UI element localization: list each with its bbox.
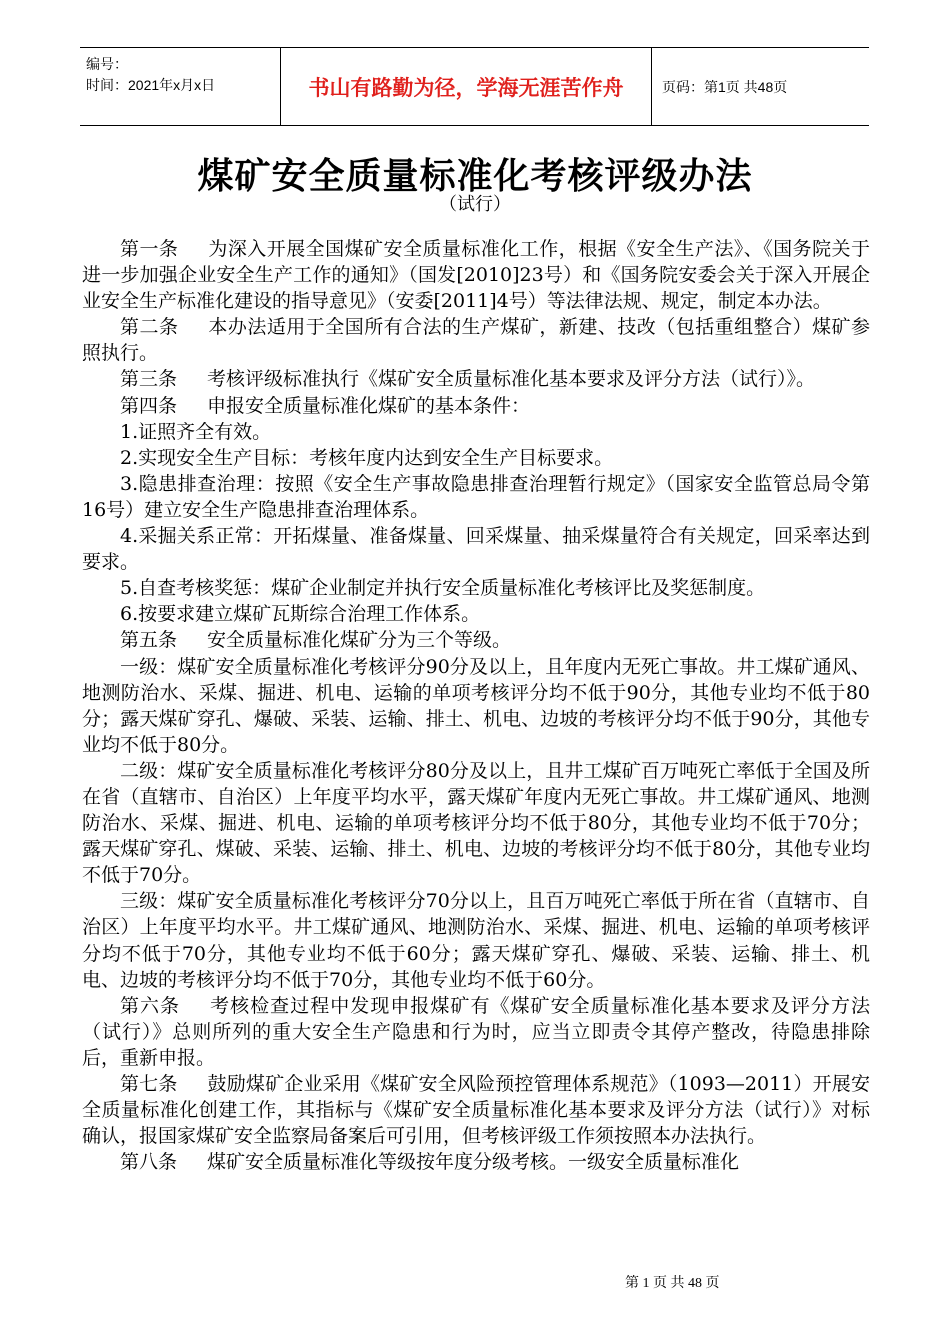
paragraph-12 [82, 654, 870, 758]
paragraph-text: 5.自查考核奖惩：煤矿企业制定并执行安全质量标准化考核评比及奖惩制度。 [120, 577, 766, 600]
article-label: 第二条 [120, 316, 179, 339]
paragraph-text: 考核检查过程中发现申报煤矿有《煤矿安全质量标准化基本要求及评分方法（试行）》总则所列的重大安全生产隐患和行为时，应当立即责令其停产整改，待隐患排除后，重新申报。 [82, 994, 870, 1069]
page-footer: 第 1 页 共 48 页 [625, 1276, 720, 1291]
paragraph-2 [82, 314, 870, 366]
paragraph-text: 煤矿安全质量标准化等级按年度分级考核。一级安全质量标准化 [207, 1151, 740, 1174]
header-page-info: 页码：第1页 共48页 [662, 78, 788, 95]
paragraph-8 [82, 523, 870, 575]
paragraph-14 [82, 888, 870, 992]
document-time-label: 时间：2021年x月x日 [86, 77, 216, 93]
page-header [80, 47, 869, 126]
paragraph-6 [82, 445, 870, 471]
header-motto: 书山有路勤为径，学海无涯苦作舟 [280, 48, 652, 125]
paragraph-text: 鼓励煤矿企业采用《煤矿安全风险预控管理体系规范》（1093—2011）开展安全质量标准化创建工作，其指标与《煤矿安全质量标准化基本要求及评分方法（试行）》对标确认，报国家煤矿安全监察局备案后可引用，但考核评级工作须按照本办法执行。 [82, 1073, 870, 1148]
paragraph-1 [82, 236, 870, 314]
paragraph-17 [82, 1149, 870, 1175]
paragraph-3 [82, 366, 870, 392]
paragraph-text: 4.采掘关系正常：开拓煤量、准备煤量、回采煤量、抽采煤量符合有关规定，回采率达到要求。 [82, 525, 870, 574]
article-label: 第四条 [120, 394, 178, 417]
paragraph-7 [82, 471, 870, 523]
paragraph-5 [82, 419, 870, 445]
paragraph-text: 考核评级标准执行《煤矿安全质量标准化基本要求及评分方法（试行）》。 [207, 368, 816, 391]
article-label: 第三条 [120, 368, 178, 391]
article-label: 第八条 [120, 1151, 178, 1174]
paragraph-text: 本办法适用于全国所有合法的生产煤矿，新建、技改（包括重组整合）煤矿参照执行。 [82, 316, 870, 365]
paragraph-11 [82, 627, 870, 653]
paragraph-13 [82, 758, 870, 888]
paragraph-text: 6.按要求建立煤矿瓦斯综合治理工作体系。 [120, 603, 481, 626]
paragraph-text: 一级：煤矿安全质量标准化考核评分90分及以上，且年度内无死亡事故。井工煤矿通风、地测防治水、采煤、掘进、机电、运输的单项考核评分均不低于90分，其他专业均不低于80分；露天煤矿穿孔、爆破、采装、运输、排土、机电、边坡的考核评分均不低于90分，其他专业均不低于80分。 [82, 655, 870, 756]
article-label: 第五条 [120, 629, 178, 652]
paragraph-text: 二级：煤矿安全质量标准化考核评分80分及以上，且井工煤矿百万吨死亡率低于全国及所在省（直辖市、自治区）上年度平均水平，露天煤矿年度内无死亡事故。井工煤矿通风、地测防治水、采煤、掘进、机电、运输的单项考核评分均不低于80分，其他专业均不低于70分；露天煤矿穿孔、煤破、采装、运输、排土、机电、边坡的考核评分均不低于80分，其他专业均不低于70分。 [82, 759, 870, 887]
document-subtitle: （试行） [439, 194, 511, 215]
document-body [82, 236, 870, 1175]
paragraph-16 [82, 1071, 870, 1149]
paragraph-15 [82, 993, 870, 1071]
paragraph-text: 1.证照齐全有效。 [120, 420, 272, 443]
paragraph-text: 3.隐患排查治理：按照《安全生产事故隐患排查治理暂行规定》（国家安全监管总局令第16号）建立安全生产隐患排查治理体系。 [82, 472, 870, 521]
article-label: 第七条 [120, 1073, 178, 1095]
paragraph-text: 安全质量标准化煤矿分为三个等级。 [207, 629, 512, 652]
article-label: 第六条 [120, 994, 181, 1017]
paragraph-4 [82, 393, 870, 419]
header-meta [80, 48, 280, 125]
paragraph-text: 三级：煤矿安全质量标准化考核评分70分以上，且百万吨死亡率低于所在省（直辖市、自治区）上年度平均水平。井工煤矿通风、地测防治水、采煤、掘进、机电、运输的单项考核评分均不低于70分，其他专业均不低于60分；露天煤矿穿孔、爆破、采装、运输、排土、机电、边坡的考核评分均不低于70分，其他专业均不低于60分。 [82, 890, 870, 991]
paragraph-text: 为深入开展全国煤矿安全质量标准化工作，根据《安全生产法》、《国务院关于进一步加强企业安全生产工作的通知》（国发[2010]23号）和《国务院安委会关于深入开展企业安全生产标准化建设的指导意见》（安委[2011]4号）等法律法规、规定，制定本办法。 [82, 238, 870, 313]
document-title: 煤矿安全质量标准化考核评级办法 [197, 156, 753, 197]
article-label: 第一条 [120, 238, 179, 260]
paragraph-10 [82, 601, 870, 627]
document-number-label: 编号： [86, 56, 128, 72]
paragraph-text: 2.实现安全生产目标：考核年度内达到安全生产目标要求。 [120, 446, 614, 469]
paragraph-text: 申报安全质量标准化煤矿的基本条件： [207, 394, 531, 417]
paragraph-9 [82, 575, 870, 601]
